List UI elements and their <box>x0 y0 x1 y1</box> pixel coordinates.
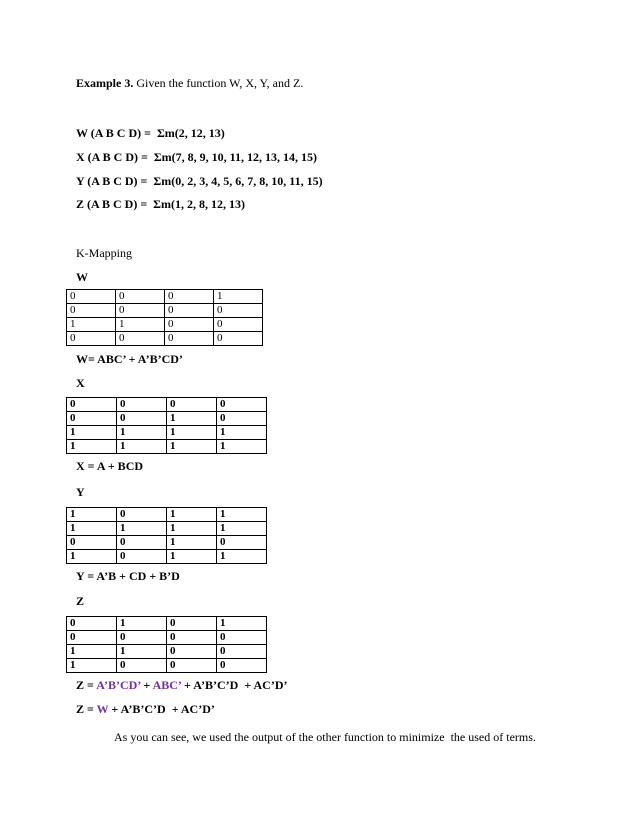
table-row <box>67 522 267 536</box>
kmap-cell: 0 <box>117 550 167 564</box>
table-row <box>67 304 263 318</box>
z2-term-highlight: W <box>96 702 109 716</box>
function-y: Y (A B C D) = Σm(0, 2, 3, 4, 5, 6, 7, 8, 10, 11, 15) <box>76 174 323 188</box>
kmap-cell: 1 <box>117 522 167 536</box>
kmap-cell: 0 <box>116 332 165 346</box>
kmap-cell: 1 <box>167 440 217 454</box>
z-term-highlight-2: ABC’ <box>152 678 182 692</box>
kmap-cell: 0 <box>165 304 214 318</box>
table-row <box>67 412 267 426</box>
kmap-cell: 0 <box>214 318 263 332</box>
table-row <box>67 398 267 412</box>
kmap-cell: 1 <box>217 550 267 564</box>
kmap-cell: 0 <box>67 398 117 412</box>
kmap-cell: 0 <box>214 332 263 346</box>
kmap-cell: 0 <box>67 617 117 631</box>
kmap-cell: 0 <box>116 290 165 304</box>
table-row <box>67 645 267 659</box>
kmap-cell: 0 <box>67 631 117 645</box>
kmap-cell: 0 <box>217 631 267 645</box>
kmap-cell: 0 <box>217 645 267 659</box>
kmap-cell: 0 <box>116 304 165 318</box>
z-result-suffix: + A’B’C’D + AC’D’ <box>181 678 288 692</box>
example-heading <box>76 76 303 90</box>
table-row <box>67 550 267 564</box>
table-row <box>67 426 267 440</box>
kmap-cell: 1 <box>67 522 117 536</box>
map-x-label: X <box>76 376 85 390</box>
function-w: W (A B C D) = Σm(2, 12, 13) <box>76 126 225 140</box>
kmap-cell: 1 <box>167 426 217 440</box>
table-row <box>67 318 263 332</box>
function-z: Z (A B C D) = Σm(1, 2, 8, 12, 13) <box>76 197 246 211</box>
table-row <box>67 631 267 645</box>
kmap-cell: 1 <box>67 440 117 454</box>
kmap-cell: 0 <box>167 398 217 412</box>
kmap-y <box>66 507 267 564</box>
kmap-cell: 1 <box>117 617 167 631</box>
kmap-cell: 1 <box>217 440 267 454</box>
kmap-cell: 1 <box>67 318 116 332</box>
kmap-cell: 0 <box>117 659 167 673</box>
z-term-highlight-1: A’B’CD’ <box>96 678 141 692</box>
kmap-cell: 1 <box>167 550 217 564</box>
kmap-cell: 0 <box>217 412 267 426</box>
map-z-label: Z <box>76 594 85 608</box>
kmap-cell: 0 <box>117 412 167 426</box>
kmap-cell: 1 <box>167 412 217 426</box>
z2-result-prefix: Z = <box>76 702 97 716</box>
table-row <box>67 332 263 346</box>
map-y-label: Y <box>76 485 85 499</box>
kmap-cell: 1 <box>117 440 167 454</box>
table-row <box>67 617 267 631</box>
kmap-cell: 0 <box>117 508 167 522</box>
kmap-cell: 0 <box>67 304 116 318</box>
z2-result-suffix: + A’B’C’D + AC’D’ <box>108 702 215 716</box>
map-w-label: W <box>76 270 88 284</box>
kmap-cell: 1 <box>67 645 117 659</box>
kmap-cell: 1 <box>67 659 117 673</box>
kmap-cell: 1 <box>67 426 117 440</box>
table-row <box>67 440 267 454</box>
kmap-cell: 1 <box>117 645 167 659</box>
z-result-prefix: Z = <box>76 678 97 692</box>
kmap-cell: 0 <box>117 631 167 645</box>
table-row <box>67 508 267 522</box>
kmap-cell: 0 <box>117 536 167 550</box>
kmap-cell: 1 <box>217 522 267 536</box>
kmap-cell: 0 <box>67 536 117 550</box>
kmap-cell: 0 <box>217 659 267 673</box>
kmapping-heading: K-Mapping <box>76 246 132 260</box>
kmap-cell: 0 <box>167 617 217 631</box>
kmap-cell: 0 <box>165 332 214 346</box>
function-x: X (A B C D) = Σm(7, 8, 9, 10, 11, 12, 13, 14, 15) <box>76 150 318 164</box>
kmap-cell: 1 <box>167 508 217 522</box>
kmap-cell: 0 <box>167 659 217 673</box>
kmap-cell: 0 <box>167 645 217 659</box>
kmap-cell: 0 <box>67 332 116 346</box>
kmap-cell: 1 <box>214 290 263 304</box>
example-text: Given the function W, X, Y, and Z. <box>133 76 304 90</box>
table-row <box>67 659 267 673</box>
kmap-cell: 0 <box>165 290 214 304</box>
kmap-cell: 0 <box>165 318 214 332</box>
kmap-cell: 0 <box>167 631 217 645</box>
map-z-result-2 <box>76 702 215 716</box>
map-w-result: W= ABC’ + A’B’CD’ <box>76 352 183 366</box>
map-y-result: Y = A’B + CD + B’D <box>76 569 180 583</box>
kmap-cell: 0 <box>217 536 267 550</box>
kmap-w <box>66 289 263 346</box>
kmap-cell: 0 <box>67 290 116 304</box>
kmap-cell: 1 <box>117 426 167 440</box>
conclusion-text: As you can see, we used the output of the other function to minimize the used of terms. <box>114 730 536 744</box>
kmap-cell: 1 <box>167 536 217 550</box>
kmap-cell: 1 <box>67 508 117 522</box>
kmap-z <box>66 616 267 673</box>
z-result-mid: + <box>140 678 153 692</box>
kmap-cell: 1 <box>67 550 117 564</box>
kmap-cell: 1 <box>217 617 267 631</box>
kmap-x <box>66 397 267 454</box>
map-x-result: X = A + BCD <box>76 459 144 473</box>
map-z-result-1 <box>76 678 288 692</box>
kmap-cell: 1 <box>217 426 267 440</box>
table-row <box>67 536 267 550</box>
table-row <box>67 290 263 304</box>
example-label: Example 3. <box>76 76 134 90</box>
kmap-cell: 1 <box>116 318 165 332</box>
kmap-cell: 0 <box>117 398 167 412</box>
kmap-cell: 1 <box>217 508 267 522</box>
kmap-cell: 0 <box>67 412 117 426</box>
kmap-cell: 0 <box>214 304 263 318</box>
kmap-cell: 1 <box>167 522 217 536</box>
kmap-cell: 0 <box>217 398 267 412</box>
